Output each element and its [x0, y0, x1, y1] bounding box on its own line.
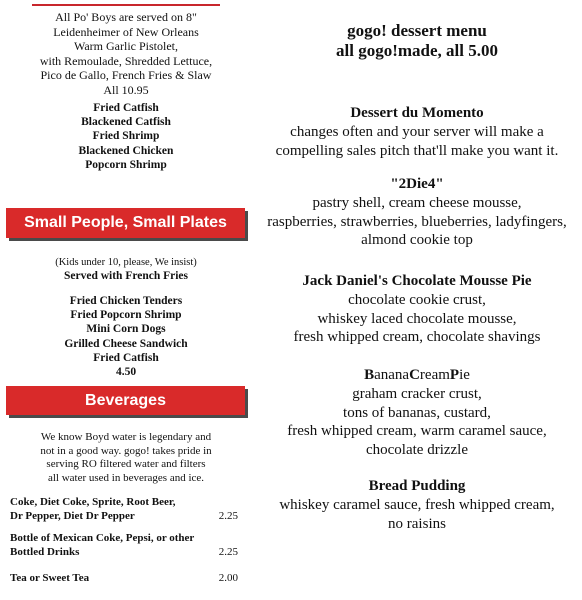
dessert-desc-line: whiskey caramel sauce, fresh whipped cream, [279, 497, 555, 513]
beverage-price: 2.00 [218, 572, 238, 584]
list-item: Mini Corn Dogs [86, 323, 166, 336]
kids-list [0, 294, 252, 379]
note-line: serving RO filtered water and filters [46, 458, 206, 470]
note-line: We know Boyd water is legendary and [40, 431, 212, 443]
dessert-name-part: P [449, 367, 460, 383]
dessert-desc-line: chocolate drizzle [365, 441, 469, 458]
beverage-price: 2.25 [218, 509, 238, 522]
intro-line: Pico de Gallo, French Fries & Slaw [40, 68, 212, 83]
dessert-desc-line: whiskey laced chocolate mousse, [317, 310, 517, 327]
beverage-name: Bottle of Mexican Coke, Pepsi, or other [10, 532, 195, 544]
note-line: not in a good way. gogo! takes pride in [40, 444, 212, 457]
beverage-name: Dr Pepper, Diet Dr Pepper [10, 509, 135, 522]
dessert-item [252, 104, 582, 160]
beverages-note [0, 431, 252, 485]
poboy-list [0, 101, 252, 172]
dessert-desc-line: pastry shell, cream cheese mousse, [312, 195, 522, 211]
list-item: Blackened Catfish [81, 116, 171, 129]
dessert-name-part: B [364, 367, 375, 383]
kids-section-title: Small People, Small Plates [24, 214, 227, 231]
dessert-desc-line: tons of bananas, custard, [343, 404, 491, 421]
dessert-desc-line: fresh whipped cream, warm caramel sauce, [287, 423, 547, 439]
dessert-desc-line: fresh whipped cream, chocolate shavings [293, 329, 541, 345]
dessert-item [252, 175, 582, 250]
beverage-name: Tea or Sweet Tea [10, 572, 90, 584]
beverages-section-title: Beverages [85, 392, 166, 409]
list-item: Fried Shrimp [92, 130, 160, 143]
dessert-desc-line: changes often and your server will make a [290, 124, 544, 140]
dessert-desc-line: graham cracker crust, [352, 386, 482, 402]
beverage-item [10, 532, 238, 559]
dessert-name-part: ie [459, 367, 470, 383]
intro-line: Leidenheimer of New Orleans [53, 24, 199, 39]
top-divider [32, 4, 220, 6]
list-item: Fried Catfish [93, 102, 159, 114]
dessert-name: Jack Daniel's Chocolate Mousse Pie [302, 273, 532, 289]
list-item: Fried Popcorn Shrimp [70, 309, 182, 322]
dessert-name: Dessert du Momento [350, 105, 484, 121]
kids-note: (Kids under 10, please, We insist) [55, 257, 197, 268]
list-item: Fried Catfish [93, 351, 159, 364]
list-item: Blackened Chicken [78, 144, 174, 157]
list-item: Fried Chicken Tenders [69, 295, 183, 307]
dessert-desc-line: almond cookie top [361, 232, 473, 248]
beverage-item [10, 572, 238, 586]
kids-section-banner [6, 208, 245, 238]
dessert-name-part: C [409, 367, 420, 383]
note-line: all water used in beverages and ice. [47, 471, 205, 484]
intro-line: Warm Garlic Pistolet, [73, 39, 178, 54]
dessert-name: "2Die4" [390, 176, 444, 192]
list-item: Popcorn Shrimp [85, 158, 167, 171]
dessert-name [252, 366, 582, 385]
kids-price: 4.50 [115, 366, 137, 379]
dessert-item [252, 477, 582, 533]
dessert-desc-line: raspberries, strawberries, blueberries, ladyfingers, [267, 213, 567, 230]
intro-line: with Remoulade, Shredded Lettuce, [39, 53, 213, 68]
beverage-price: 2.25 [218, 545, 238, 558]
dessert-item [252, 272, 582, 347]
beverages-section-banner [6, 386, 245, 415]
dessert-menu-subtitle: all gogo!made, all 5.00 [336, 41, 498, 60]
beverage-item [10, 496, 238, 523]
left-column [0, 0, 252, 600]
dessert-name-part: ream [419, 367, 450, 383]
beverage-name: Coke, Diet Coke, Sprite, Root Beer, [10, 496, 176, 508]
dessert-desc-line: no raisins [388, 515, 446, 532]
right-column [252, 0, 582, 600]
list-item: Grilled Cheese Sandwich [64, 337, 188, 350]
intro-line: All Po' Boys are served on 8" [55, 10, 197, 24]
dessert-desc-line: chocolate cookie crust, [348, 292, 486, 308]
kids-subtitle: Served with French Fries [63, 270, 189, 282]
beverage-name: Bottled Drinks [10, 545, 80, 558]
dessert-name: Bread Pudding [368, 478, 466, 494]
poboy-intro [0, 10, 252, 98]
dessert-item [252, 366, 582, 459]
dessert-name-part: anana [374, 367, 410, 383]
dessert-desc-line: compelling sales pitch that'll make you want it. [275, 142, 559, 159]
intro-price: All 10.95 [103, 82, 149, 97]
dessert-menu-title: gogo! dessert menu [347, 21, 487, 40]
